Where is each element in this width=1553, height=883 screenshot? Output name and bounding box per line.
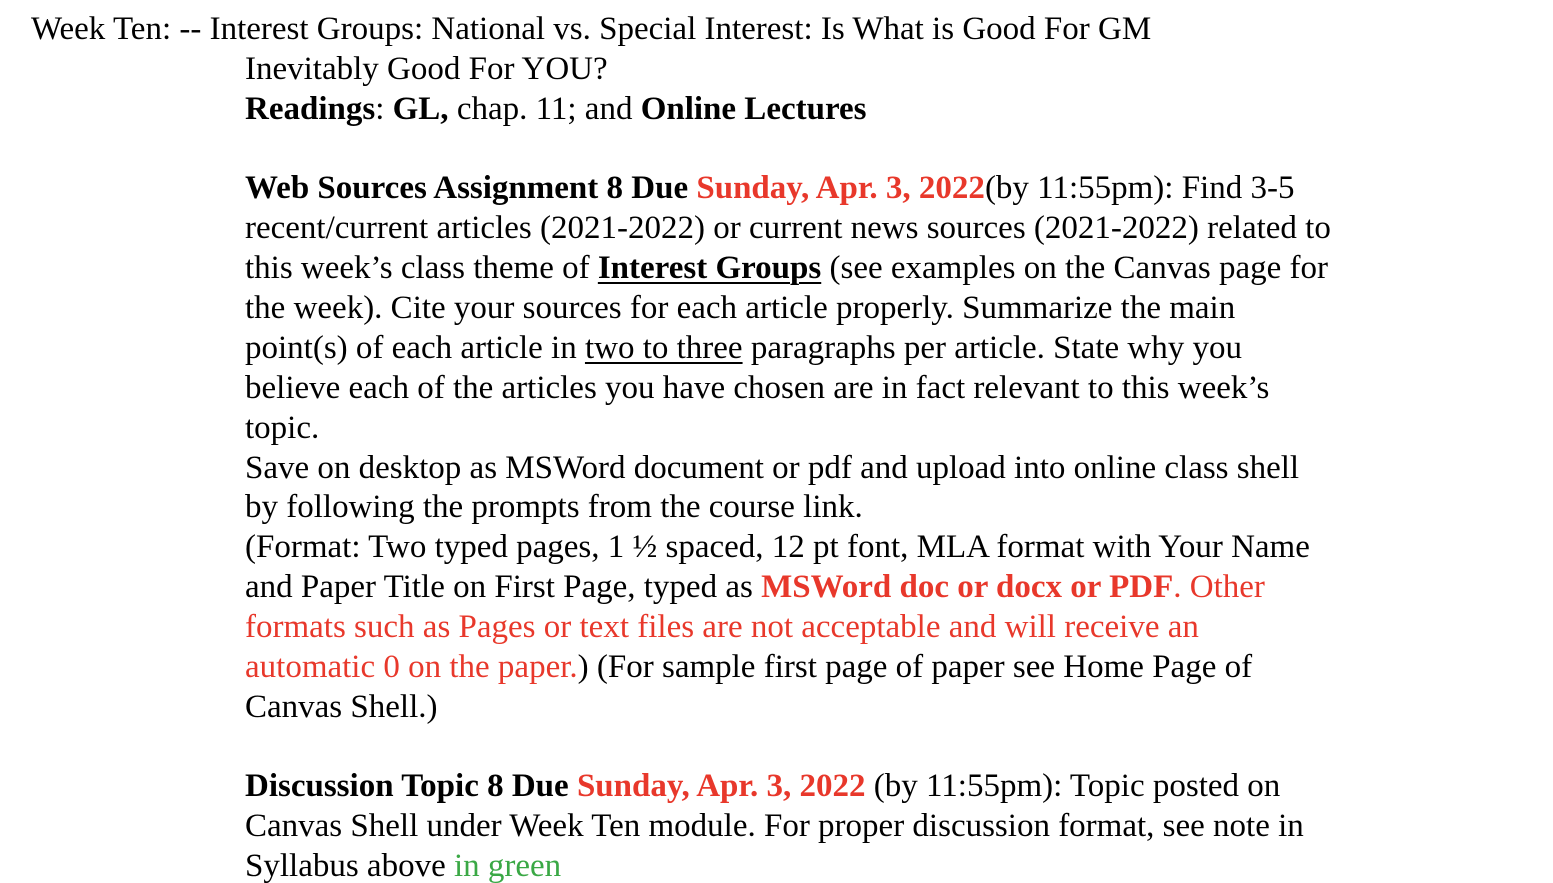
web-sources-text: the week). Cite your sources for each article properly. Summarize the main <box>245 290 1236 326</box>
week-heading-line <box>31 9 1151 49</box>
week-heading: Week Ten: -- Interest Groups: National vs. Special Interest: Is What is Good For GM <box>31 11 1152 47</box>
discussion-text: Canvas Shell under Week Ten module. For proper discussion format, see note in <box>245 808 1304 844</box>
web-sources-text: ) (For sample first page of paper see Home Page of <box>577 649 1253 685</box>
web-sources-text: by following the prompts from the course link. <box>245 489 863 525</box>
web-sources-text: Canvas Shell.) <box>245 689 438 725</box>
web-sources-line-10 <box>245 527 1310 567</box>
discussion-due-date: Sunday, Apr. 3, 2022 <box>576 768 866 804</box>
web-sources-title: Web Sources Assignment 8 Due <box>245 170 697 206</box>
web-sources-after-date: (by 11:55pm): Find 3-5 <box>984 170 1295 206</box>
web-sources-text: this week’s class theme of <box>245 250 598 286</box>
web-sources-text: point(s) of each article in <box>245 330 585 366</box>
web-sources-line-13 <box>245 647 1252 687</box>
readings-line <box>245 89 867 129</box>
format-warning: . Other <box>1173 569 1265 605</box>
format-warning: formats such as Pages or text files are not acceptable and will receive an <box>245 609 1199 645</box>
discussion-text: Syllabus above <box>245 848 454 883</box>
discussion-line-1 <box>245 766 1280 806</box>
web-sources-line-11 <box>245 567 1265 607</box>
web-sources-line-14 <box>245 687 437 727</box>
web-sources-line-3 <box>245 248 1328 288</box>
week-heading-cont-line <box>245 49 608 89</box>
accepted-formats: MSWord doc or docx or PDF <box>761 569 1174 605</box>
web-sources-text: Save on desktop as MSWord document or pdf and upload into online class shell <box>245 450 1300 486</box>
in-green-note: in green <box>453 848 562 883</box>
web-sources-line-6 <box>245 368 1269 408</box>
readings-chap: chap. 11; and <box>448 91 641 127</box>
discussion-line-2 <box>245 806 1304 846</box>
format-requirements: (Format: Two typed pages, 1 ½ spaced, 12 pt font, MLA format with Your Name <box>245 529 1310 565</box>
web-sources-line-1 <box>245 168 1294 208</box>
interest-groups-theme: Interest Groups <box>597 250 822 286</box>
web-sources-line-5 <box>245 328 1242 368</box>
web-sources-text: and Paper Title on First Page, typed as <box>245 569 762 605</box>
web-sources-line-8 <box>245 448 1299 488</box>
readings-label: Readings <box>245 91 376 127</box>
two-to-three-underlined: two to three <box>584 330 743 366</box>
web-sources-text: paragraphs per article. State why you <box>742 330 1242 366</box>
web-sources-text: (see examples on the Canvas page for <box>821 250 1328 286</box>
web-sources-text: recent/current articles (2021-2022) or current news sources (2021-2022) related to <box>245 210 1331 246</box>
web-sources-text: topic. <box>245 410 320 446</box>
web-sources-due-date: Sunday, Apr. 3, 2022 <box>696 170 985 206</box>
web-sources-line-4 <box>245 288 1235 328</box>
readings-online-lectures: Online Lectures <box>640 91 867 127</box>
readings-gl: GL, <box>392 91 449 127</box>
web-sources-line-2 <box>245 208 1331 248</box>
web-sources-line-7 <box>245 408 319 448</box>
readings-sep: : <box>375 91 393 127</box>
discussion-after-date: (by 11:55pm): Topic posted on <box>865 768 1281 804</box>
web-sources-line-12 <box>245 607 1199 647</box>
discussion-line-3 <box>245 846 561 883</box>
web-sources-line-9 <box>245 487 863 527</box>
week-heading-cont: Inevitably Good For YOU? <box>245 51 608 87</box>
web-sources-text: believe each of the articles you have chosen are in fact relevant to this week’s <box>245 370 1270 406</box>
discussion-title: Discussion Topic 8 Due <box>245 768 577 804</box>
format-warning: automatic 0 on the paper. <box>245 649 578 685</box>
